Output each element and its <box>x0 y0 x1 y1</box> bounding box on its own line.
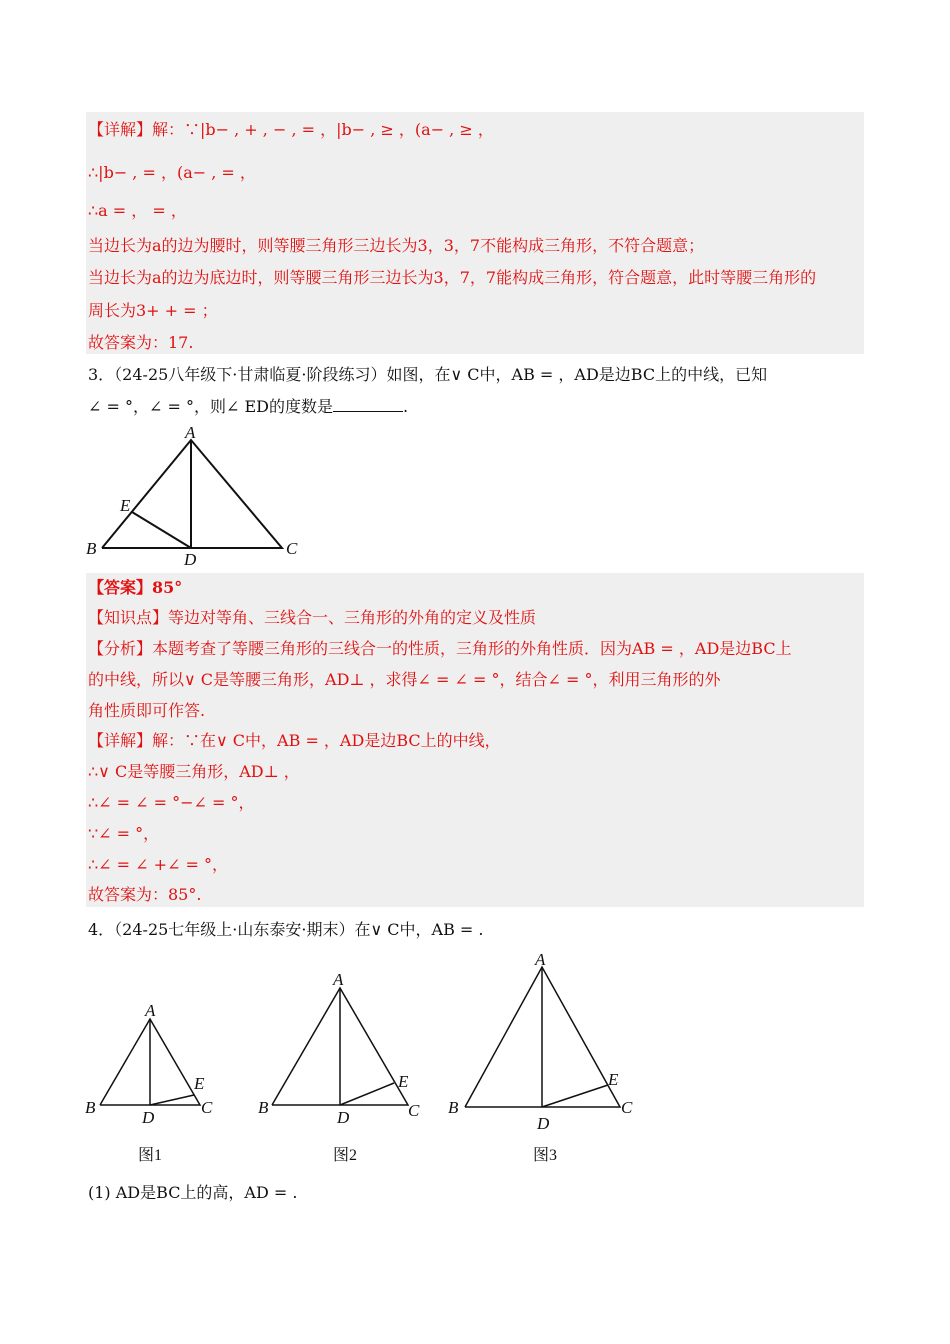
detail3-line-5: ∴∠ = ∠ +∠ = °， <box>88 855 229 874</box>
detail3-line-1: 【详解】解：∵在∨ C中，AB = ，AD是边BC上的中线， <box>88 731 501 750</box>
label-b: B <box>86 539 97 558</box>
analysis-line-3: 角性质即可作答. <box>88 701 206 720</box>
fig2-label-d: D <box>337 1108 350 1127</box>
label-c: C <box>286 539 298 558</box>
q4-text-line-1: 4．（24-25七年级上·山东泰安·期末）在∨ C中，AB = . <box>88 920 484 939</box>
answer-text: 【答案】85° <box>88 578 183 597</box>
fig2-label-c: C <box>408 1101 420 1120</box>
caption-fig-2: 图2 <box>333 1147 358 1164</box>
detail3-line-3: ∴∠ = ∠ = °−∠ = °， <box>88 793 255 812</box>
analysis-line-1: 【分析】本题考查了等腰三角形的三线合一的性质，三角形的外角性质．因为AB = ，AD是边BC上 <box>88 639 792 658</box>
fig2-label-b: B <box>258 1098 269 1117</box>
q3-text-line-1: 3．（24-25八年级下·甘肃临夏·阶段练习）如图，在∨ C中，AB = ，AD是边BC上的中线，已知 <box>88 365 768 384</box>
label-e: E <box>120 496 131 515</box>
detail1-line-5: 当边长为a的边为底边时，则等腰三角形三边长为3，7，7能构成三角形，符合题意，此时等腰三角形的 <box>88 268 817 287</box>
fig1-label-a: A <box>145 1001 156 1020</box>
label-a: A <box>185 423 196 442</box>
answer-line <box>88 578 182 598</box>
detail1-line-4: 当边长为a的边为腰时，则等腰三角形三边长为3，3，7不能构成三角形，不符合题意； <box>88 236 705 255</box>
detail1-line-6: 周长为3+ + = ； <box>88 301 218 320</box>
label-d: D <box>184 550 197 569</box>
fig1-label-b: B <box>85 1098 96 1117</box>
fig3-label-c: C <box>621 1098 633 1117</box>
fig2-label-a: A <box>333 970 344 989</box>
fig3-label-d: D <box>537 1114 550 1133</box>
detail1-line-1: 【详解】解：∵|b− , + , − , = ，|b− , ≥ ，(a− , ≥ ， <box>88 120 494 139</box>
detail1-line-7: 故答案为：17. <box>88 333 194 352</box>
triangle-figures-q4 <box>80 945 660 1170</box>
q4-sub-question-1: (1) AD是BC上的高，AD = . <box>88 1183 298 1202</box>
fig3-label-a: A <box>535 950 546 969</box>
detail3-line-2: ∴∨ C是等腰三角形，AD⊥ ， <box>88 762 300 781</box>
q3-text-line-2 <box>88 397 408 417</box>
detail3-line-4: ∵∠ = °， <box>88 824 160 843</box>
analysis-line-2: 的中线，所以∨ C是等腰三角形，AD⊥ ，求得∠ = ∠ = °，结合∠ = °，利用三角形的外 <box>88 670 721 689</box>
knowledge-line: 【知识点】等边对等角、三线合一、三角形的外角的定义及性质 <box>88 608 537 627</box>
detail1-line-2: ∴|b− , = ，(a− , = ， <box>88 163 256 182</box>
fig1-label-d: D <box>142 1108 155 1127</box>
q3-line-2-text: ∠ = °，∠ = °，则∠ ED的度数是 <box>88 397 333 416</box>
fig3-label-e: E <box>608 1070 619 1089</box>
q3-line-2-end: . <box>402 397 409 416</box>
fig1-label-e: E <box>194 1074 205 1093</box>
fig3-label-b: B <box>448 1098 459 1117</box>
triangle-figure-q3 <box>80 422 320 572</box>
caption-fig-1: 图1 <box>138 1147 163 1164</box>
caption-fig-3: 图3 <box>533 1147 558 1164</box>
fig1-label-c: C <box>201 1098 213 1117</box>
answer-blank <box>333 397 403 412</box>
fig2-label-e: E <box>398 1072 409 1091</box>
detail3-line-6: 故答案为：85°. <box>88 885 202 904</box>
detail1-line-3: ∴a = ， = ， <box>88 201 187 220</box>
